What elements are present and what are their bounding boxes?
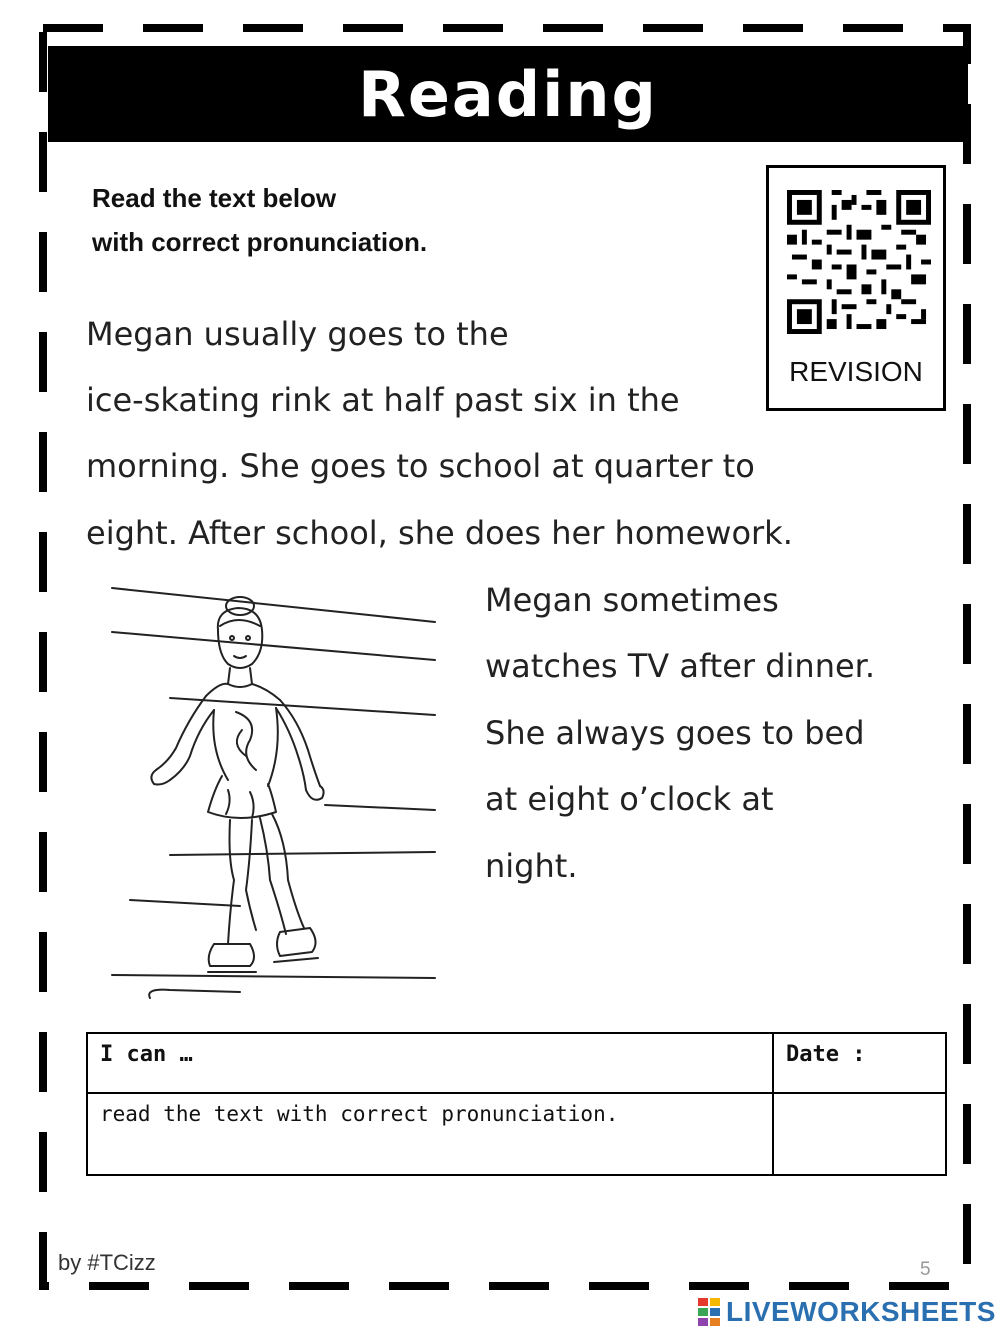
story-line-5: Megan sometimes	[485, 581, 779, 619]
i-can-table	[86, 1032, 947, 1176]
qr-code-icon	[787, 190, 931, 334]
instruction-line-1: Read the text below	[92, 183, 337, 213]
date-header-cell: Date :	[773, 1033, 946, 1093]
i-can-statement-cell: read the text with correct pronunciation.	[87, 1093, 773, 1175]
story-line-3: morning. She goes to school at quarter to	[86, 447, 755, 485]
table-row	[87, 1093, 946, 1175]
qr-revision-box[interactable]	[766, 165, 946, 411]
ice-skater-illustration	[110, 580, 440, 1005]
liveworksheets-logo-icon	[698, 1298, 722, 1326]
liveworksheets-brand[interactable]	[698, 1296, 996, 1328]
story-line-2: ice-skating rink at half past six in the	[86, 381, 680, 419]
instruction-text	[92, 176, 612, 264]
story-line-9: night.	[485, 847, 578, 885]
story-line-6: watches TV after dinner.	[485, 647, 876, 685]
brand-text: LIVEWORKSHEETS	[726, 1296, 996, 1327]
qr-label: REVISION	[789, 356, 923, 387]
story-line-8: at eight o’clock at	[485, 780, 774, 818]
author-credit: by #TCizz	[58, 1250, 156, 1275]
date-input-cell[interactable]	[773, 1093, 946, 1175]
page-title: Reading	[358, 57, 658, 131]
instruction-line-2: with correct pronunciation.	[92, 227, 428, 257]
page-number: 5	[920, 1259, 931, 1280]
header-bar	[48, 46, 968, 142]
table-header-row	[87, 1033, 946, 1093]
i-can-header-cell: I can …	[87, 1033, 773, 1093]
story-line-7: She always goes to bed	[485, 714, 865, 752]
story-line-4: eight. After school, she does her homework.	[86, 514, 793, 552]
story-line-1: Megan usually goes to the	[86, 315, 509, 353]
